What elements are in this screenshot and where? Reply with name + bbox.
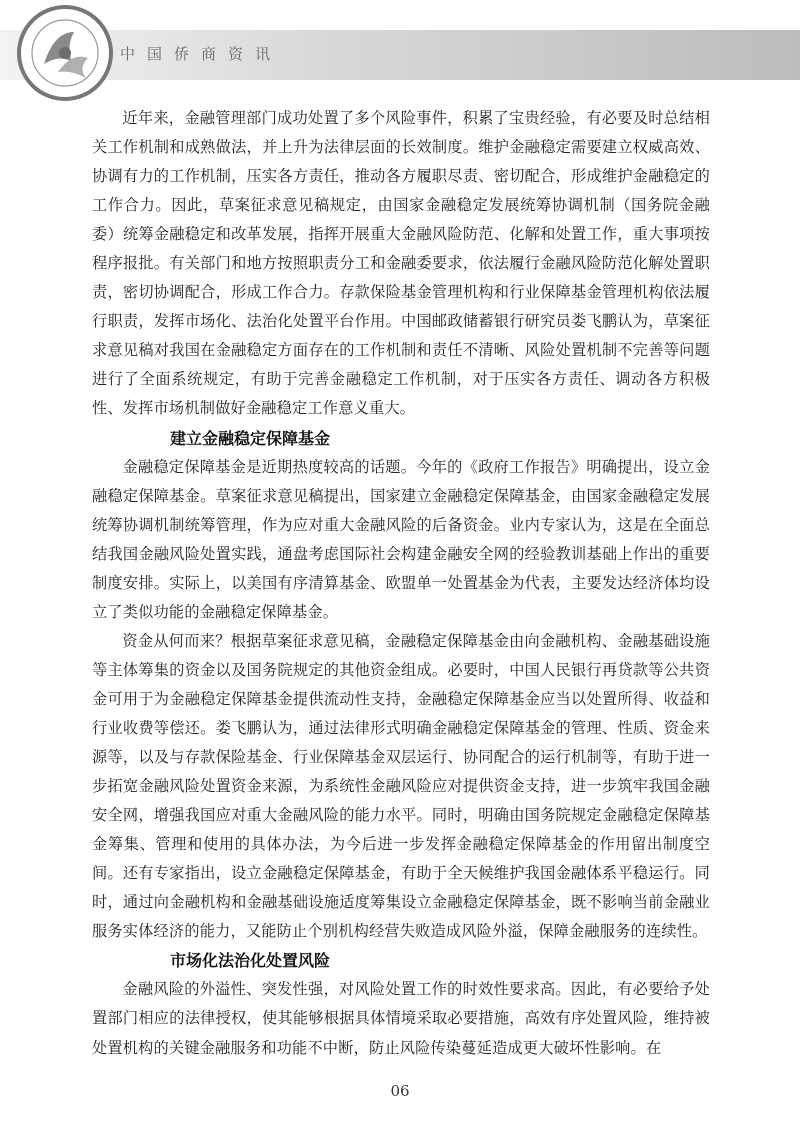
paragraph: 资金从何而来？根据草案征求意见稿，金融稳定保障基金由向金融机构、金融基础设施等主体筹集的资金以及国务院规定的其他资金组成。必要时，中国人民银行再贷款等公共资金可用于为金融稳定保障基金提供流动性支持，金融稳定保障基金应当以处置所得、收益和行业收费等偿还。娄飞鹏认为，通过法律形式明确金融稳定保障基金的管理、性质、资金来源等，以及与存款保险基金、行业保障基金双层运行、协同配合的运行机制等，有助于进一步拓宽金融风险处置资金来源，为系统性金融风险应对提供资金支持，进一步筑牢我国金融安全网，增强我国应对重大金融风险的能力水平。同时，明确由国务院规定金融稳定保障基金筹集、管理和使用的具体办法，为今后进一步发挥金融稳定保障基金的作用留出制度空间。还有专家指出，设立金融稳定保障基金，有助于全天候维护我国金融体系平稳运行。同时，通过向金融机构和金融基础设施适度筹集设立金融稳定保障基金，既不影响当前金融业服务实体经济的能力，又能防止个别机构经营失败造成风险外溢，保障金融服务的连续性。 [92, 631, 710, 941]
paragraph: 近年来，金融管理部门成功处置了多个风险事件，积累了宝贵经验，有必要及时总结相关工作机制和成熟做法，并上升为法律层面的长效制度。维护金融稳定需要建立权威高效、协调有力的工作机制，压实各方责任，推动各方履职尽责、密切配合，形成维护金融稳定的工作合力。因此，草案征求意见稿规定，由国家金融稳定发展统筹协调机制（国务院金融委）统筹金融稳定和改革发展，指挥开展重大金融风险防范、化解和处置工作，重大事项按程序报批。有关部门和地方按照职责分工和金融委要求，依法履行金融风险防范化解处置职责，密切协调配合，形成工作合力。存款保险基金管理机构和行业保障基金管理机构依法履行职责，发挥市场化、法治化处置平台作用。中国邮政储蓄银行研究员娄飞鹏认为，草案征求意见稿对我国在金融稳定方面存在的工作机制和责任不清晰、风险处置机制不完善等问题进行了全面系统规定，有助于完善金融稳定工作机制，对于压实各方责任、调动各方积极性、发挥市场机制做好金融稳定工作意义重大。 [92, 109, 710, 418]
section-heading: 市场化法治化处置风险 [170, 951, 331, 971]
chinese-overseas-chamber-logo-icon [14, 2, 116, 104]
section-heading: 建立金融稳定保障基金 [170, 428, 331, 448]
article-body [92, 104, 710, 1063]
paragraph: 金融风险的外溢性、突发性强，对风险处置工作的时效性要求高。因此，有必要给予处置部门相应的法律授权，使其能够根据具体情境采取必要措施，高效有序处置风险，维持被处置机构的关键金融服务和功能不中断，防止风险传染蔓延造成更大破坏性影响。在 [92, 980, 710, 1057]
page-number: 06 [390, 1082, 410, 1100]
header-title: 中国侨商资讯 [120, 45, 283, 63]
paragraph: 金融稳定保障基金是近期热度较高的话题。今年的《政府工作报告》明确提出，设立金融稳定保障基金。草案征求意见稿提出，国家建立金融稳定保障基金，由国家金融稳定发展统筹协调机制统筹管理，作为应对重大金融风险的后备资金。业内专家认为，这是在全面总结我国金融风险处置实践，通盘考虑国际社会构建金融安全网的经验教训基础上作出的重要制度安排。实际上，以美国有序清算基金、欧盟单一处置基金为代表，主要发达经济体均设立了类似功能的金融稳定保障基金。 [92, 457, 710, 621]
